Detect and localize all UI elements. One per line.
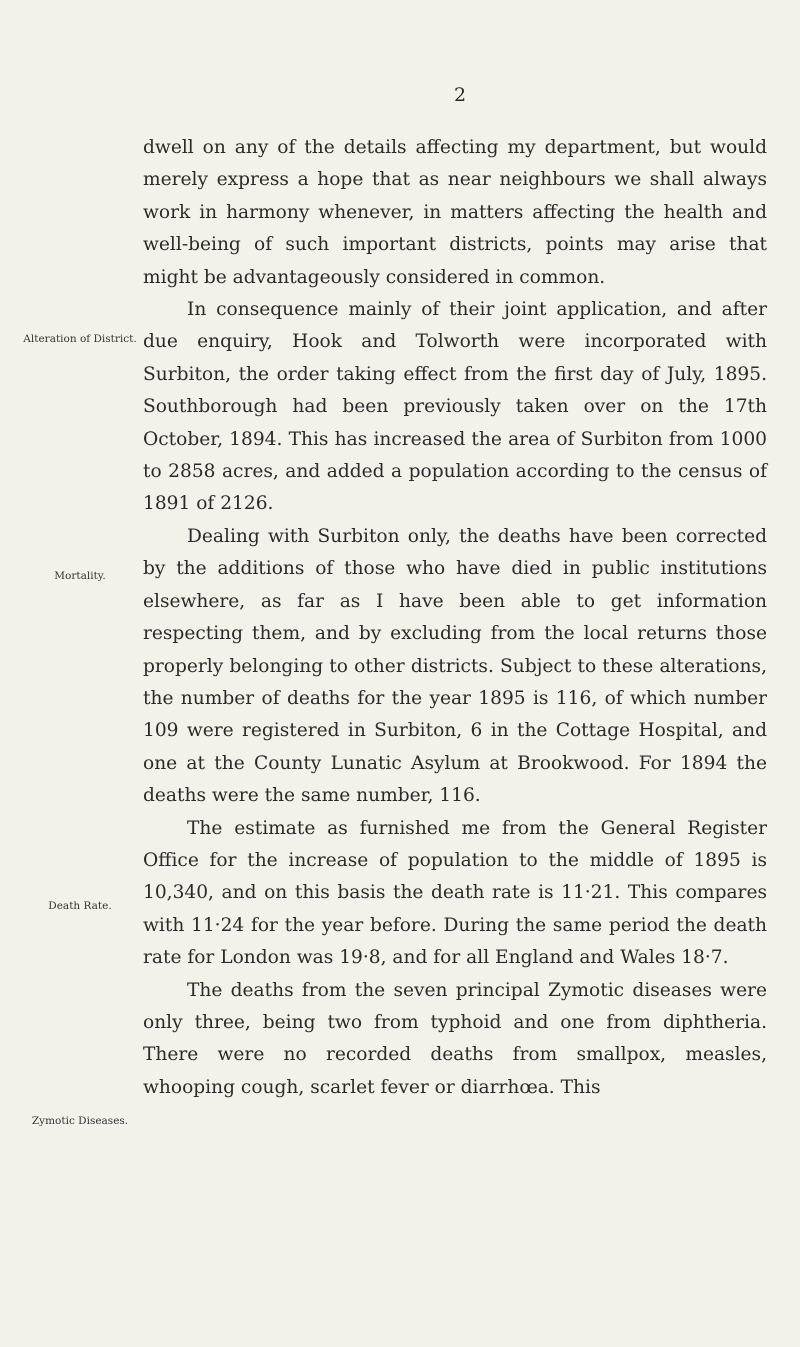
- paragraph-alteration-of-district: In consequence mainly of their joint application, and after due enquiry, Hook and Tolworth were incorporated with Surbiton, the order taking effect from the first day of July, 1895. Southborough had been previously taken over on the 17th October, 1894. This has increased the area of Surbiton from 1000 to 2858 acres, and added a population according to the census of 1891 of 2126.: [143, 299, 767, 515]
- side-note-mortality: Mortality.: [54, 570, 106, 582]
- side-note-death-rate: Death Rate.: [48, 900, 112, 912]
- side-note-zymotic-diseases: Zymotic Diseases.: [31, 1115, 129, 1127]
- paragraph-death-rate: The estimate as furnished me from the General Register Office for the increase of population to the middle of 1895 is 10,340, and on this basis the death rate is 11·21. This compares with 11·24 for the year before. During the same period the death rate for London was 19·8, and for all England and Wales 18·7.: [143, 817, 767, 969]
- paragraph-zymotic-diseases: The deaths from the seven principal Zymotic diseases were only three, being two from typhoid and one from diphtheria. There were no recorded deaths from smallpox, measles, whooping cough, scarlet fever or diarrhœa. This: [143, 979, 767, 1098]
- body-text: [143, 132, 767, 1104]
- paragraph-continuation: dwell on any of the details affecting my department, but would merely express a hope that as near neighbours we shall always work in harmony whenever, in matters affecting the health and well-being of such important districts, points may arise that might be advantageously considered in common.: [143, 137, 767, 288]
- side-note-alteration-of-district: Alteration of District.: [23, 333, 137, 345]
- paragraph-mortality: Dealing with Surbiton only, the deaths have been corrected by the additions of those who have died in public institutions elsewhere, as far as I have been able to get information respecting them, and by excluding from the local returns those properly belonging to other districts. Subject to these alterations, the number of deaths for the year 1895 is 116, of which number 109 were registered in Surbiton, 6 in the Cottage Hospital, and one at the County Lunatic Asylum at Brookwood. For 1894 the deaths were the same number, 116.: [143, 525, 767, 807]
- page-number: 2: [453, 84, 467, 106]
